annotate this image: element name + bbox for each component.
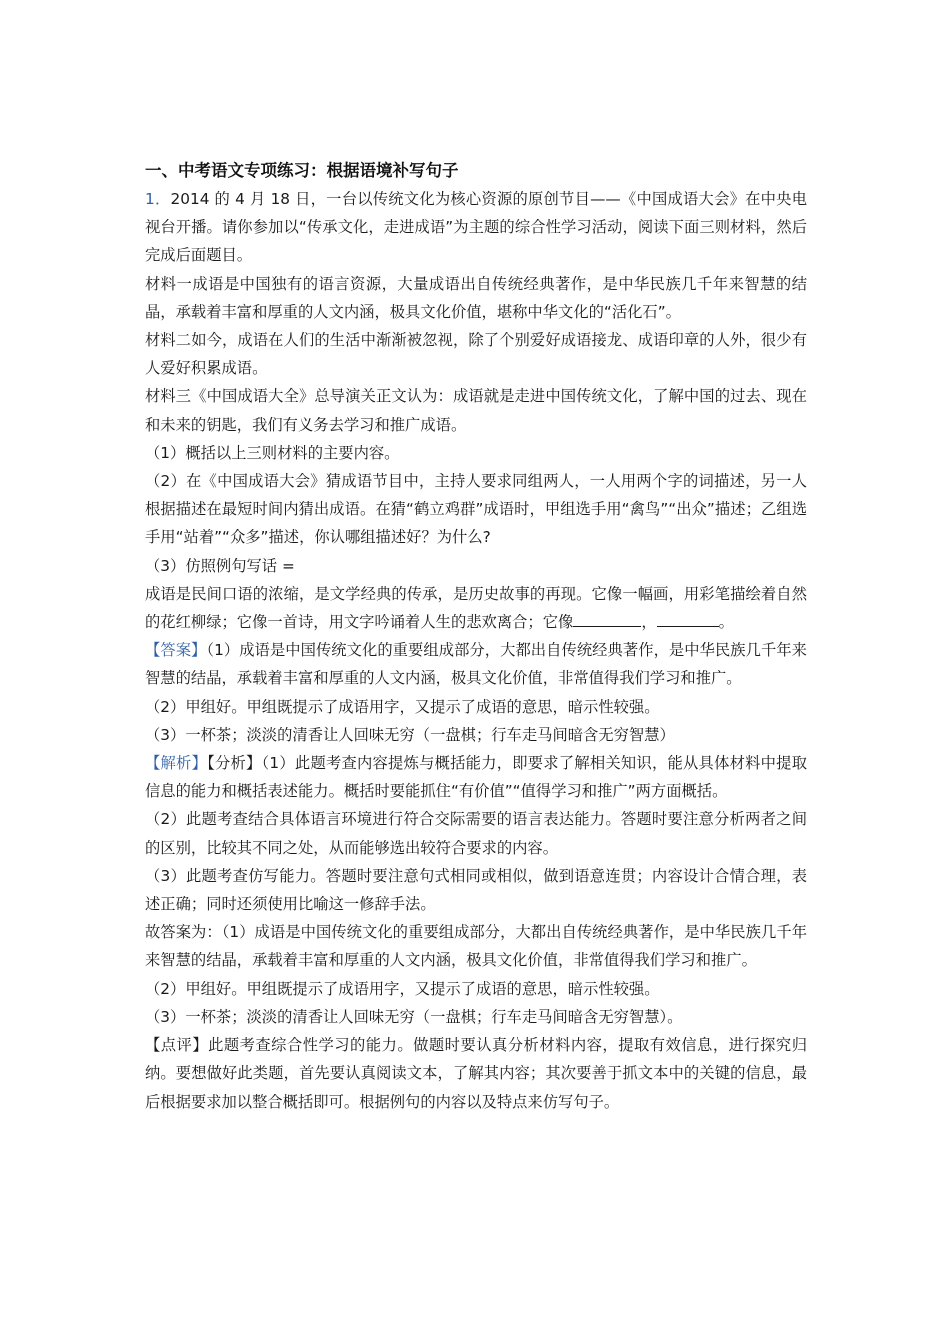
final-answer-2: （2）甲组好。甲组既提示了成语用字，又提示了成语的意思，暗示性较强。 bbox=[145, 979, 660, 998]
material-3: 材料三《中国成语大全》总导演关正文认为：成语就是走进中国传统文化，了解中国的过去、现在和未来的钥匙，我们有义务去学习和推广成语。 bbox=[145, 387, 807, 434]
analysis-tag: 【解析】 bbox=[145, 754, 208, 773]
analysis-3: （3）此题考查仿写能力。答题时要注意句式相同或相似，做到语意连贯；内容设计合情合理，表述正确；同时还须使用比喻这一修辞手法。 bbox=[145, 866, 807, 914]
fill-blank-1[interactable] bbox=[573, 608, 641, 627]
comment: 【点评】此题考查综合性学习的能力。做题时要认真分析材料内容，提取有效信息，进行探究归纳。要想做好此类题，首先要认真阅读文本，了解其内容；其次要善于抓文本中的关键的信息，最后根据要求加以整合概括即可。根据例句的内容以及特点来仿写句子。 bbox=[145, 1036, 807, 1111]
material-1: 材料一成语是中国独有的语言资源，大量成语出自传统经典著作，是中华民族几千年来智慧的结晶，承载着丰富和厚重的人文内涵，极具文化价值，堪称中华文化的“活化石”。 bbox=[145, 274, 807, 321]
final-answer-3: （3）一杯茶；淡淡的清香让人回味无穷（一盘棋；行车走马间暗含无穷智慧）。 bbox=[145, 1007, 683, 1026]
analysis-1-text: 【分析】（1）此题考查内容提炼与概括能力，即要求了解相关知识，能从具体材料中提取信息的能力和概括表述能力。概括时要能抓住“有价值”“值得学习和推广”两方面概括。 bbox=[145, 754, 807, 801]
answer-1-text: （1）成语是中国传统文化的重要组成部分，大都出自传统经典著作，是中华民族几千年来智慧的结晶，承载着丰富和厚重的人文内涵，极具文化价值，非常值得我们学习和推广。 bbox=[145, 641, 807, 688]
comma: ， bbox=[641, 613, 657, 632]
answer-1 bbox=[145, 636, 807, 692]
sub-question-3: （3）仿照例句写话 = bbox=[145, 556, 295, 575]
analysis-1 bbox=[145, 749, 807, 805]
final-answer-1: 故答案为：（1）成语是中国传统文化的重要组成部分，大都出自传统经典著作，是中华民族几千年来智慧的结晶，承载着丰富和厚重的人文内涵，极具文化价值，非常值得我们学习和推广。 bbox=[145, 923, 807, 970]
material-2: 材料二如今，成语在人们的生活中渐渐被忽视，除了个别爱好成语接龙、成语印章的人外，很少有人爱好积累成语。 bbox=[145, 331, 807, 378]
question-intro-text: 2014 的 4 月 18 日，一台以传统文化为核心资源的原创节目——《中国成语大会》在中央电视台开播。请你参加以“传承文化，走进成语”为主题的综合性学习活动，阅读下面三则材料，然后完成后面题目。 bbox=[145, 190, 807, 265]
sub-question-2: （2）在《中国成语大会》猜成语节目中，主持人要求同组两人，一人用两个字的词描述，另一人根据描述在最短时间内猜出成语。在猜“鹤立鸡群”成语时，甲组选手用“禽鸟”“出众”描述；乙组选手用“站着”“众多”描述，你认哪组描述好？为什么? bbox=[145, 472, 807, 547]
period: 。 bbox=[718, 613, 734, 632]
example-sentence bbox=[145, 580, 807, 636]
sub-question-1: （1）概括以上三则材料的主要内容。 bbox=[145, 443, 400, 462]
document-page bbox=[145, 158, 807, 1116]
answer-tag: 【答案】 bbox=[145, 641, 207, 660]
question-number: 1． bbox=[145, 190, 171, 208]
example-text: 成语是民间口语的浓缩，是文学经典的传承，是历史故事的再现。它像一幅画，用彩笔描绘着自然的花红柳绿；它像一首诗，用文字吟诵着人生的悲欢离合；它像 bbox=[145, 584, 807, 632]
analysis-2: （2）此题考查结合具体语言环境进行符合交际需要的语言表达能力。答题时要注意分析两者之间的区别，比较其不同之处，从而能够选出较符合要求的内容。 bbox=[145, 810, 807, 857]
answer-2: （2）甲组好。甲组既提示了成语用字，又提示了成语的意思，暗示性较强。 bbox=[145, 697, 660, 716]
section-title: 一、中考语文专项练习：根据语境补写句子 bbox=[145, 161, 459, 180]
answer-3: （3）一杯茶；淡淡的清香让人回味无穷（一盘棋；行车走马间暗含无穷智慧） bbox=[145, 725, 675, 744]
question-intro bbox=[145, 185, 807, 270]
fill-blank-2[interactable] bbox=[657, 608, 719, 627]
